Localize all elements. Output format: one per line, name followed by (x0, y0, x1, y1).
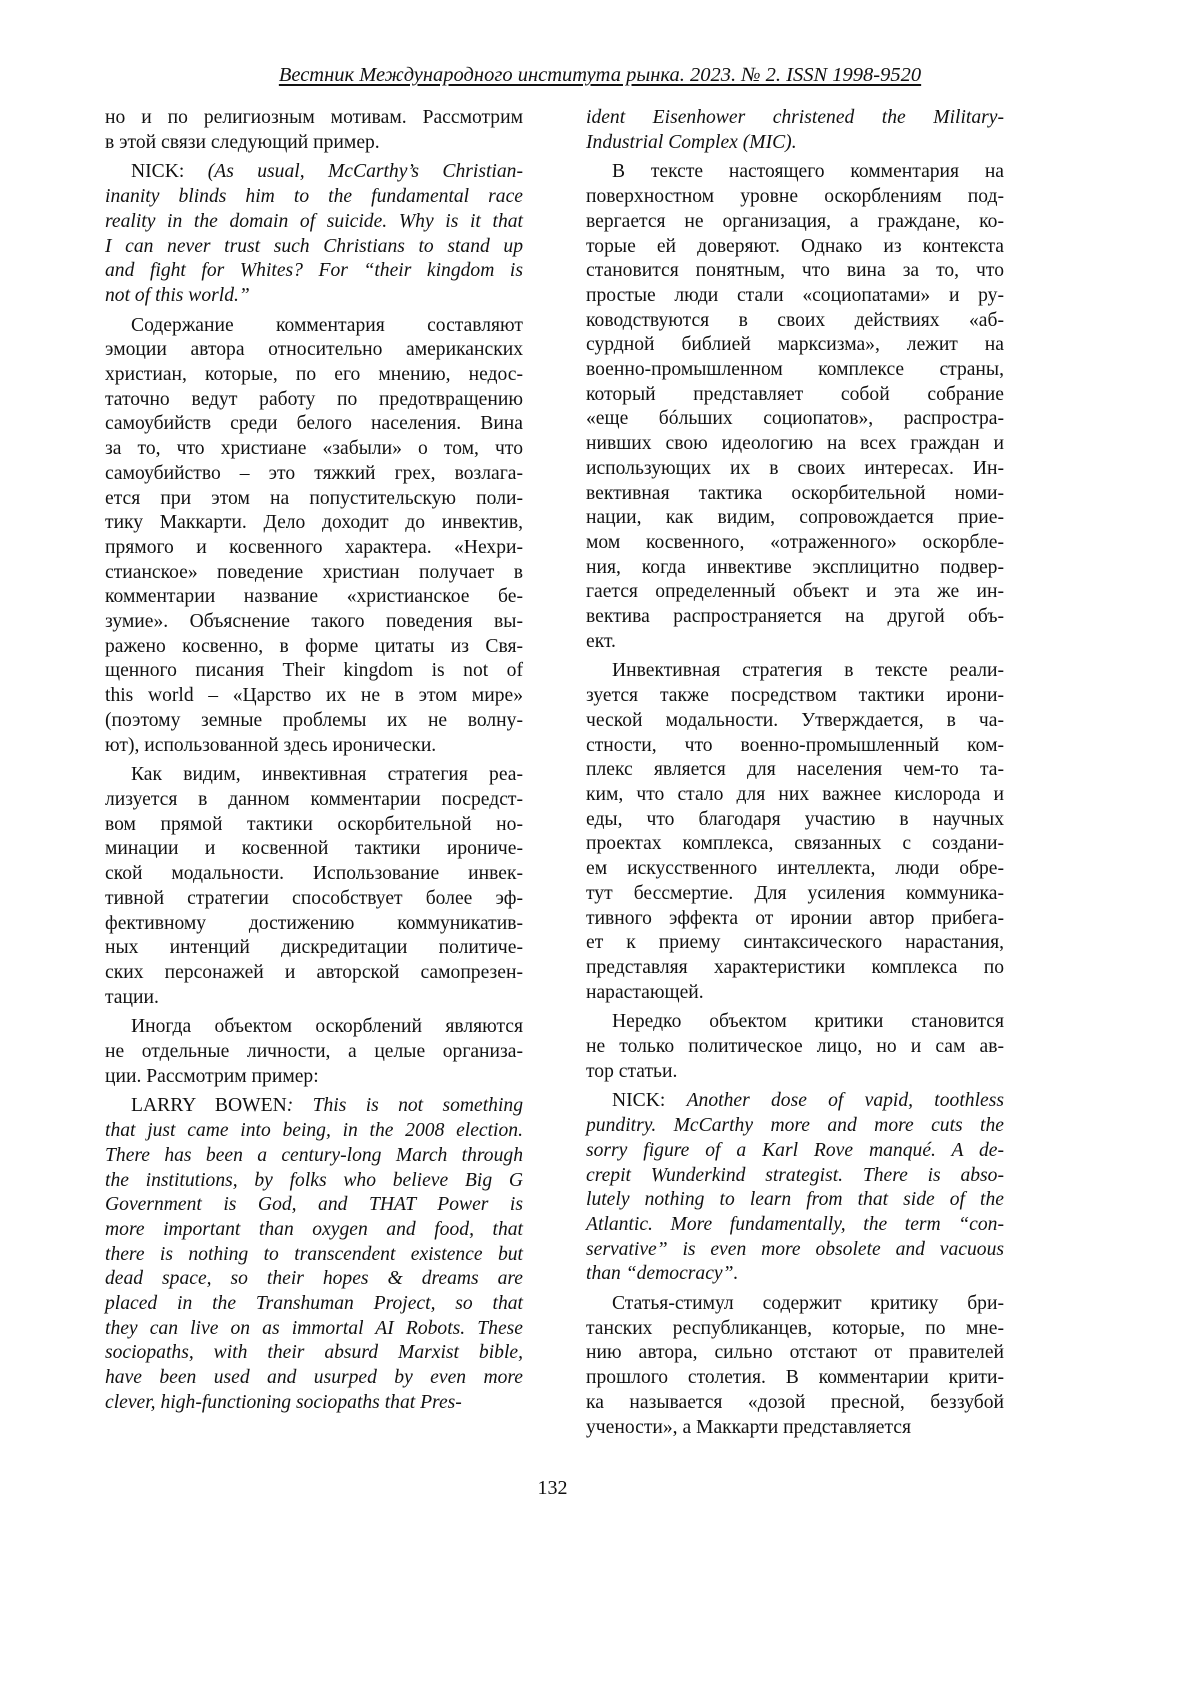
text-line (586, 857, 1004, 882)
text-line (586, 1366, 1004, 1391)
text-line (105, 388, 523, 413)
text-line (586, 131, 1004, 156)
text-line (105, 1218, 523, 1243)
quoted-comment-text: servative” is even more obsolete and vacuous (586, 1239, 1004, 1260)
text-line (105, 412, 523, 437)
text-line (105, 585, 523, 610)
page-number: 132 (0, 1477, 1105, 1500)
quoted-comment-text: sorry figure of a Karl Rove manqué. A de- (586, 1140, 1004, 1161)
text-line (586, 882, 1004, 907)
quoted-comment-text: have been used and usurped by even more (105, 1367, 523, 1388)
body-text: зумие». Объяснение такого поведения вы- (105, 611, 523, 632)
text-line (105, 1015, 523, 1040)
quoted-comment-text: and fight for Whites? For “their kingdom is (105, 260, 523, 281)
text-line (105, 961, 523, 986)
text-line (105, 259, 523, 284)
text-line (586, 1213, 1004, 1238)
text-line (105, 635, 523, 660)
quoted-comment-text: crepit Wunderkind strategist. There is abso- (586, 1165, 1004, 1186)
body-text: проектах комплекса, связанных с создани- (586, 833, 1004, 854)
quoted-comment-text: : This is not something (287, 1095, 523, 1116)
quoted-comment-text: not of this world.” (105, 285, 250, 306)
quoted-comment-text: dead space, so their hopes & dreams are (105, 1268, 523, 1289)
text-line (105, 837, 523, 862)
text-line (105, 437, 523, 462)
text-line (105, 235, 523, 260)
quoted-comment-text: reality in the domain of suicide. Why is it that (105, 211, 523, 232)
body-text: нарастающей. (586, 982, 704, 1003)
quoted-comment-text: Another dose of vapid, toothless (687, 1090, 1004, 1111)
text-line (105, 314, 523, 339)
body-text: Инвективная стратегия в тексте реали- (612, 660, 1004, 681)
text-line (586, 1416, 1004, 1441)
body-text: вектива распространяется на другой объ- (586, 606, 1004, 627)
text-line (586, 783, 1004, 808)
text-line (586, 758, 1004, 783)
right-column (586, 106, 1004, 1445)
text-line (586, 457, 1004, 482)
text-line (105, 813, 523, 838)
text-line (586, 106, 1004, 131)
body-text: минации и косвенной тактики ирониче- (105, 838, 523, 859)
body-text: эмоции автора относительно американских (105, 339, 523, 360)
text-line (105, 561, 523, 586)
text-line (105, 1292, 523, 1317)
body-text: фективному достижению коммуникатив- (105, 913, 523, 934)
text-line (105, 363, 523, 388)
quoted-comment-text: sociopaths, with their absurd Marxist bible, (105, 1342, 523, 1363)
paragraph (105, 1015, 523, 1089)
body-text: тут бессмертие. Для усиления коммуника- (586, 883, 1004, 904)
body-text: вективная тактика оскорбительной номи- (586, 483, 1004, 504)
quoted-comment-text: inanity blinds him to the fundamental race (105, 186, 523, 207)
body-text: ния, когда инвективе эксплицитно подвер- (586, 557, 1004, 578)
text-line (586, 1262, 1004, 1287)
body-text: вом прямой тактики оскорбительной но- (105, 814, 523, 835)
body-text: сурдной библией марксизма», лежит на (586, 334, 1004, 355)
body-text: тации. (105, 987, 159, 1008)
paragraph (586, 106, 1004, 155)
text-line (586, 1391, 1004, 1416)
paragraph (586, 1010, 1004, 1084)
body-text: ных интенций дискредитации политиче- (105, 937, 523, 958)
quoted-comment-text: that just came into being, in the 2008 election. (105, 1120, 523, 1141)
body-text: комментарии название «христианское бе- (105, 586, 523, 607)
body-text: вергается не организация, а граждане, ко- (586, 211, 1004, 232)
text-line (105, 936, 523, 961)
body-text: нию автора, сильно отстают от правителей (586, 1342, 1004, 1363)
text-line (105, 1119, 523, 1144)
text-line (586, 432, 1004, 457)
text-line (586, 808, 1004, 833)
body-text: ем искусственного интеллекта, люди обре- (586, 858, 1004, 879)
body-text: но и по религиозным мотивам. Рассмотрим (105, 107, 523, 128)
body-text: тивного эффекта от иронии автор прибега- (586, 908, 1004, 929)
running-header (0, 64, 1200, 87)
body-text: учености», а Маккарти представляется (586, 1417, 911, 1438)
quoted-comment-text: Atlantic. More fundamentally, the term “con- (586, 1214, 1004, 1235)
text-line (105, 1366, 523, 1391)
paragraph (105, 1094, 523, 1415)
text-line (105, 106, 523, 131)
body-text: ции. Рассмотрим пример: (105, 1066, 319, 1087)
quoted-comment-text: than “democracy”. (586, 1263, 738, 1284)
body-text: ческой модальности. Утверждается, в ча- (586, 710, 1004, 731)
text-line (105, 684, 523, 709)
text-line (105, 131, 523, 156)
text-line (105, 709, 523, 734)
body-text: прямого и косвенного характера. «Нехри- (105, 537, 523, 558)
body-text: стности, что военно-промышленный ком- (586, 735, 1004, 756)
text-line (586, 1317, 1004, 1342)
body-text: военно-промышленном комплексе страны, (586, 359, 1004, 380)
body-text: ет к приему синтаксического нарастания, (586, 932, 1004, 953)
text-line (105, 185, 523, 210)
paragraph (586, 659, 1004, 1005)
body-text: тику Маккарти. Дело доходит до инвектив, (105, 512, 523, 533)
text-line (586, 907, 1004, 932)
body-text: стианское» поведение христиан получает в (105, 562, 523, 583)
text-line (105, 487, 523, 512)
text-line (586, 684, 1004, 709)
text-line (105, 338, 523, 363)
body-text: «еще бóльших социопатов», распростра- (586, 408, 1004, 429)
text-line (586, 1060, 1004, 1085)
text-line (105, 462, 523, 487)
text-line (586, 709, 1004, 734)
body-text: Как видим, инвективная стратегия реа- (131, 764, 523, 785)
text-line (586, 160, 1004, 185)
body-text: ководствуются в своих действиях «аб- (586, 310, 1004, 331)
text-line (105, 1040, 523, 1065)
text-line (586, 630, 1004, 655)
body-text: простые люди стали «социопатами» и ру- (586, 285, 1004, 306)
body-text: ской модальности. Использование инвек- (105, 863, 523, 884)
body-text: танских республиканцев, которые, по мне- (586, 1318, 1004, 1339)
body-text: плекс является для населения чем-то та- (586, 759, 1004, 780)
paragraph (105, 314, 523, 759)
text-line (105, 763, 523, 788)
text-line (586, 956, 1004, 981)
quoted-comment-text: the institutions, by folks who believe Big G (105, 1170, 523, 1191)
body-text: зуется также посредством тактики ирони- (586, 685, 1004, 706)
body-text: который представляет собой собрание (586, 384, 1004, 405)
text-line (586, 580, 1004, 605)
text-line (105, 1391, 523, 1416)
body-text: this world – «Царство их не в этом мире» (105, 685, 523, 706)
text-line (586, 1238, 1004, 1263)
text-line (586, 482, 1004, 507)
body-text: гается определенный объект и эта же ин- (586, 581, 1004, 602)
text-line (586, 659, 1004, 684)
text-line (105, 284, 523, 309)
text-line (105, 1243, 523, 1268)
text-line (586, 1164, 1004, 1189)
text-line (586, 1114, 1004, 1139)
body-text: В тексте настоящего комментария на (612, 161, 1004, 182)
text-line (105, 887, 523, 912)
body-text: ка называется «дозой пресной, беззубой (586, 1392, 1004, 1413)
text-line (586, 333, 1004, 358)
text-line (586, 981, 1004, 1006)
body-text: ким, что стало для них важнее кислорода и (586, 784, 1004, 805)
body-text: ражено косвенно, в форме цитаты из Свя- (105, 636, 523, 657)
body-text: еды, что благодаря участию в научных (586, 809, 1004, 830)
text-line (105, 1169, 523, 1194)
text-line (105, 1193, 523, 1218)
text-line (586, 1341, 1004, 1366)
text-line (105, 536, 523, 561)
quoted-comment-text: ident Eisenhower christened the Military- (586, 107, 1004, 128)
body-text: Иногда объектом оскорблений являются (131, 1016, 523, 1037)
text-line (586, 235, 1004, 260)
body-text: использующих их в своих интересах. Ин- (586, 458, 1004, 479)
body-text: нивших свою идеологию на всех граждан и (586, 433, 1004, 454)
text-line (586, 383, 1004, 408)
body-text: представляя характеристики комплекса по (586, 957, 1004, 978)
text-line (586, 506, 1004, 531)
text-line (586, 210, 1004, 235)
body-text: поверхностном уровне оскорблениям под- (586, 186, 1004, 207)
text-line (586, 1035, 1004, 1060)
body-text: Содержание комментария составляют (131, 315, 523, 336)
text-line (105, 511, 523, 536)
body-text: не отдельные личности, а целые организа- (105, 1041, 523, 1062)
body-text: нации, как видим, сопровождается прие- (586, 507, 1004, 528)
quoted-comment-text: Government is God, and THAT Power is (105, 1194, 523, 1215)
speaker-name: LARRY BOWEN (131, 1095, 287, 1116)
body-text: таточно ведут работу по предотвращению (105, 389, 523, 410)
text-line (586, 531, 1004, 556)
text-line (586, 1010, 1004, 1035)
text-line (105, 1341, 523, 1366)
body-text: христиан, которые, по его мнению, недос- (105, 364, 523, 385)
body-text: ект. (586, 631, 616, 652)
body-text: лизуется в данном комментарии посредст- (105, 789, 523, 810)
body-text: торые ей доверяют. Однако из контекста (586, 236, 1004, 257)
text-line (105, 986, 523, 1011)
text-line (586, 259, 1004, 284)
body-text: за то, что христиане «забыли» о том, что (105, 438, 523, 459)
text-line (586, 407, 1004, 432)
speaker-name: NICK: (131, 161, 208, 182)
text-line (105, 1317, 523, 1342)
text-line (586, 556, 1004, 581)
body-text: в этой связи следующий пример. (105, 132, 380, 153)
body-text: ется при этом на попустительскую поли- (105, 488, 523, 509)
text-line (586, 1089, 1004, 1114)
quoted-comment-text: there is nothing to transcendent existence but (105, 1244, 523, 1265)
quoted-comment-text: I can never trust such Christians to stand up (105, 236, 523, 257)
body-text: ют), использованной здесь иронически. (105, 735, 436, 756)
quoted-comment-text: punditry. McCarthy more and more cuts the (586, 1115, 1004, 1136)
body-text: Статья-стимул содержит критику бри- (612, 1293, 1004, 1314)
paragraph (105, 763, 523, 1010)
text-line (105, 912, 523, 937)
paragraph (105, 106, 523, 155)
text-line (105, 1144, 523, 1169)
text-line (586, 1139, 1004, 1164)
quoted-comment-text: they can live on as immortal AI Robots. These (105, 1318, 523, 1339)
body-text: (поэтому земные проблемы их не волну- (105, 710, 523, 731)
body-text: щенного писания Their kingdom is not of (105, 660, 523, 681)
quoted-comment-text: more important than oxygen and food, that (105, 1219, 523, 1240)
text-line (105, 210, 523, 235)
text-line (105, 160, 523, 185)
paragraph (586, 160, 1004, 654)
paragraph (105, 160, 523, 308)
body-text: тивной стратегии способствует более эф- (105, 888, 523, 909)
text-line (586, 185, 1004, 210)
body-text: не только политическое лицо, но и сам ав- (586, 1036, 1004, 1057)
body-text: тор статьи. (586, 1061, 677, 1082)
text-line (586, 284, 1004, 309)
body-text: Нередко объектом критики становится (612, 1011, 1004, 1032)
text-line (105, 1267, 523, 1292)
body-text: становится понятным, что вина за то, что (586, 260, 1004, 281)
body-text: прошлого столетия. В комментарии крити- (586, 1367, 1004, 1388)
text-line (586, 1188, 1004, 1213)
quoted-comment-text: placed in the Transhuman Project, so that (105, 1293, 523, 1314)
body-text: самоубийство – это тяжкий грех, возлага- (105, 463, 523, 484)
quoted-comment-text: clever, high-functioning sociopaths that Pres- (105, 1392, 462, 1413)
text-line (105, 610, 523, 635)
left-column (105, 106, 523, 1421)
body-text: самоубийств среди белого населения. Вина (105, 413, 523, 434)
text-line (586, 931, 1004, 956)
quoted-comment-text: There has been a century-long March through (105, 1145, 523, 1166)
text-line (586, 734, 1004, 759)
text-line (105, 862, 523, 887)
text-line (586, 309, 1004, 334)
text-line (105, 659, 523, 684)
body-text: мом косвенного, «отраженного» оскорбле- (586, 532, 1004, 553)
text-line (105, 1065, 523, 1090)
text-line (586, 1292, 1004, 1317)
speaker-name: NICK: (612, 1090, 687, 1111)
text-line (586, 605, 1004, 630)
quoted-comment-text: (As usual, McCarthy’s Christian- (208, 161, 523, 182)
text-line (105, 788, 523, 813)
journal-title: Вестник Международного института рынка. 2023. № 2. ISSN 1998-9520 (279, 64, 921, 86)
body-text: ских персонажей и авторской самопрезен- (105, 962, 523, 983)
text-line (586, 358, 1004, 383)
text-line (105, 1094, 523, 1119)
text-line (105, 734, 523, 759)
paragraph (586, 1089, 1004, 1287)
paragraph (586, 1292, 1004, 1440)
quoted-comment-text: Industrial Complex (MIC). (586, 132, 797, 153)
text-line (586, 832, 1004, 857)
quoted-comment-text: lutely nothing to learn from that side of the (586, 1189, 1004, 1210)
